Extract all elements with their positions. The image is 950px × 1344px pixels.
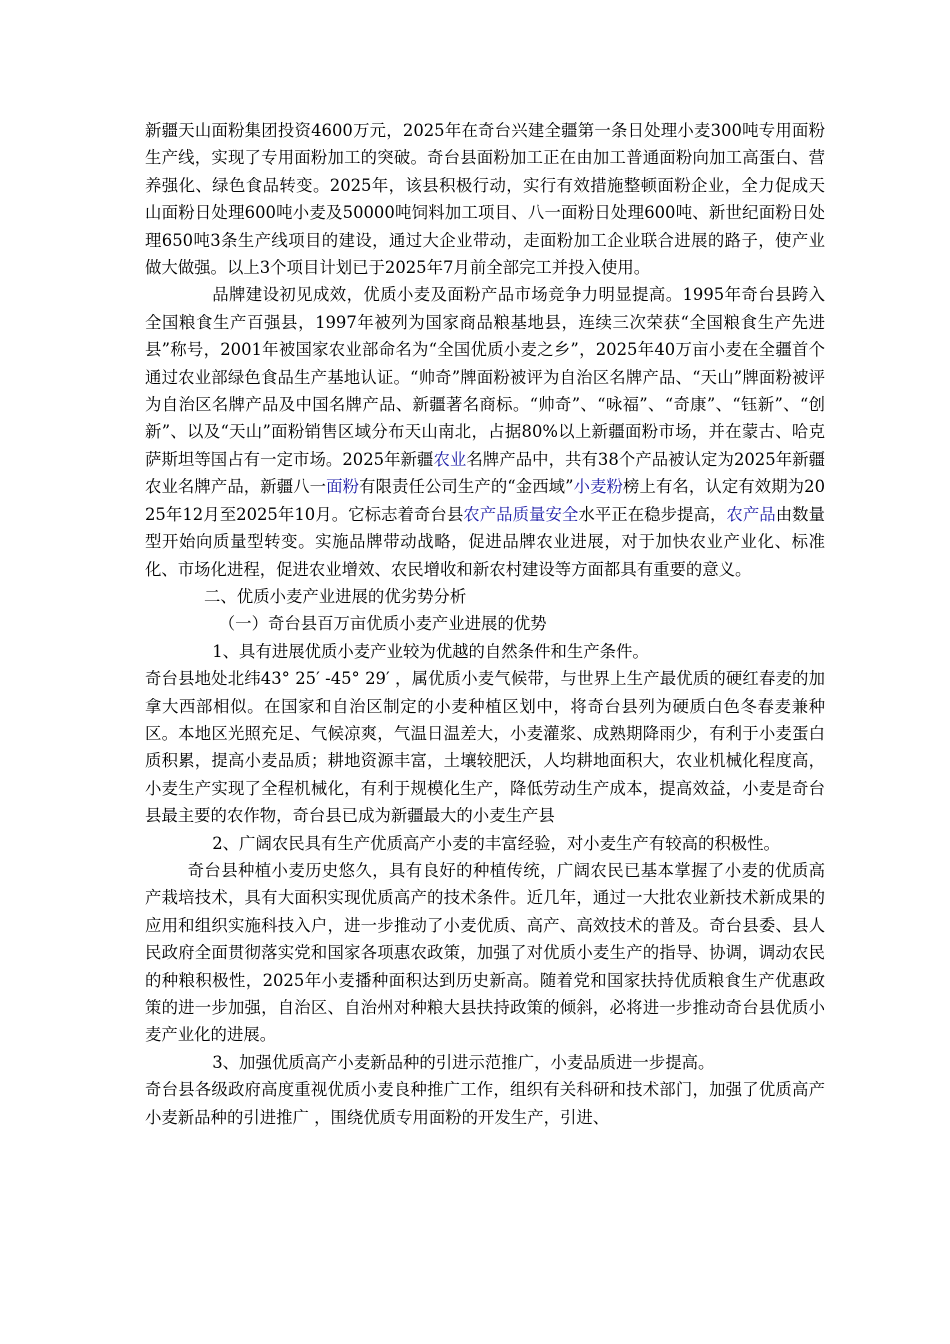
paragraph-text: 榜上有名，认定有效期为2025年12月至2025年10月。它标志着奇台县 [145, 477, 826, 524]
link-wheat-flour[interactable]: 小麦粉 [573, 477, 624, 497]
item-body: 奇台县种植小麦历史悠久，具有良好的种植传统，广阔农民已基本掌握了小麦的优质高产栽培技术，具有大面积实现优质高产的技术条件。近几年，通过一大批农业新技术新成果的应用和组织实施科技入户，进一步推动了小麦优质、高产、高效技术的普及。奇台县委、县人民政府全面贯彻落实党和国家各项惠农政策，加强了对优质小麦生产的指导、协调，调动农民的种粮积极性，2025年小麦播种面积达到历史新高。随着党和国家扶持优质粮食生产优惠政策的进一步加强，自治区、自治州对种粮大县扶持政策的倾斜，必将进一步推动奇台县优质小麦产业化的进展。 [145, 860, 825, 1045]
paragraph-brand-building [145, 281, 825, 582]
item-title: 1、具有进展优质小麦产业较为优越的自然条件和生产条件。 [212, 641, 649, 661]
item-title: 3、加强优质高产小麦新品种的引进示范推广，小麦品质进一步提高。 [212, 1052, 715, 1072]
link-agriculture[interactable]: 农业 [433, 449, 467, 469]
paragraph-flour-processing: 新疆天山面粉集团投资4600万元，2025年在奇台兴建全疆第一条日处理小麦300吨专用面粉生产线，实现了专用面粉加工的突破。奇台县面粉加工正在由加工普通面粉向加工高蛋白、营养强化、绿色食品转变。2025年，该县积极行动，实行有效措施整顿面粉企业，全力促成天山面粉日处理600吨小麦及50000吨饲料加工项目、八一面粉日处理600吨、新世纪面粉日处理650吨3条生产线项目的建设，通过大企业带动，走面粉加工企业联合进展的路子，使产业做大做强。以上3个项目计划已于2025年7月前全部完工并投入使用。 [145, 121, 825, 278]
paragraph-text: 名牌产品中，共有38个产品被认定为2025年新疆农业名牌产品，新疆八一 [145, 449, 826, 497]
link-product-quality-safety[interactable]: 农产品质量安全 [463, 504, 579, 524]
paragraph-text: 品牌建设初见成效，优质小麦及面粉产品市场竞争力明显提高。1995年奇台县跨入全国粮食生产百强县，1997年被列为国家商品粮基地县，连续三次荣获“全国粮食生产先进县”称号，2001年被国家农业部命名为“全国优质小麦之乡”，2025年40万亩小麦在全疆首个通过农业部绿色食品生产基地认证。“帅奇”牌面粉被评为自治区名牌产品、“天山”牌面粉被评为自治区名牌产品及中国名牌产品、新疆著名商标。“帅奇”、“咏福”、“奇康”、“钰新”、“创新”、以及“天山”面粉销售区域分布天山南北，占据80%以上新疆面粉市场，并在蒙古、哈克萨斯坦等国占有一定市场。2025年新疆 [145, 285, 825, 469]
paragraph-text: 由数量型开始向质量型转变。实施品牌带动战略，促进品牌农业进展，对于加快农业产业化、标准化、市场化进程，促进农业增效、农民增收和新农村建设等方面都具有重要的意义。 [145, 504, 826, 579]
item-body: 奇台县各级政府高度重视优质小麦良种推广工作，组织有关科研和技术部门，加强了优质高产小麦新品种的引进推广 ，围绕优质专用面粉的开发生产，引进、 [145, 1080, 825, 1127]
item-body: 奇台县地处北纬43° 25′ -45° 29′ ，属优质小麦气候带，与世界上生产最优质的硬红春麦的加拿大西部相似。在国家和自治区制定的小麦种植区划中，将奇台县列为硬质白色冬春麦兼种区。本地区光照充足、气候凉爽，气温日温差大，小麦灌浆、成熟期降雨少，有利于小麦蛋白质积累，提高小麦品质；耕地资源丰富，土壤较肥沃，人均耕地面积大，农业机械化程度高，小麦生产实现了全程机械化，有利于规模化生产，降低劳动生产成本，提高效益，小麦是奇台县最主要的农作物，奇台县已成为新疆最大的小麦生产县 [145, 669, 825, 826]
document-page [145, 117, 825, 1131]
item-title: 2、广阔农民具有生产优质高产小麦的丰富经验，对小麦生产有较高的积极性。 [212, 833, 780, 853]
subsection-heading: （一）奇台县百万亩优质小麦产业进展的优势 [218, 614, 547, 634]
link-agricultural-products[interactable]: 农产品 [726, 504, 776, 524]
paragraph-text: 水平正在稳步提高， [578, 504, 727, 524]
paragraph-text: 有限责任公司生产的“金西域” [359, 477, 574, 497]
link-flour[interactable]: 面粉 [326, 477, 360, 497]
section-heading: 二、优质小麦产业进展的优劣势分析 [204, 586, 467, 606]
